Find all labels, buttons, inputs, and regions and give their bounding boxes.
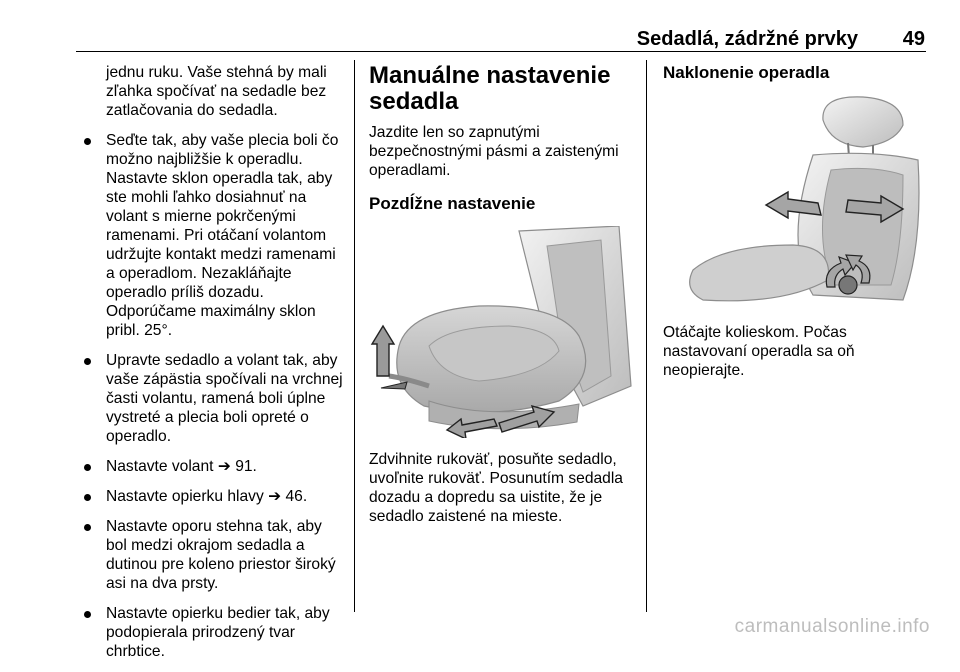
intro-text: Jazdite len so zapnutými bezpečnostnými pásmi a zaistenými operadlami.	[369, 124, 619, 179]
column-2	[369, 63, 635, 540]
list-item	[76, 517, 344, 593]
bullet-icon	[84, 524, 91, 531]
continued-text: jednu ruku. Vaše stehná by mali zľahka spočívať na sedadle bez zatlačovania do sedadla.	[106, 64, 327, 119]
watermark: carmanualsonline.info	[734, 616, 930, 637]
list-item	[76, 131, 344, 340]
figure-caption: Otáčajte kolieskom. Počas nastavovaní operadla sa oň neopierajte.	[663, 324, 855, 379]
list-item	[76, 604, 344, 661]
list-item-text: Nastavte opierku bedier tak, aby podopierala prirodzený tvar chrbtice.	[106, 605, 330, 660]
section-title: Sedadlá, zádržné prvky	[636, 28, 858, 50]
figure-caption: Zdvihnite rukoväť, posuňte sedadlo, uvoľnite rukoväť. Posunutím sedadla dozadu a dopredu sa uistite, že je sedadlo zaistené na mieste.	[369, 451, 623, 525]
bullet-icon	[84, 358, 91, 365]
column-divider-2	[646, 60, 647, 612]
page-header	[0, 0, 960, 50]
list-item-text: Upravte sedadlo a volant tak, aby vaše zápästia spočívali na vrchnej časti volantu, ramená boli úplne vystreté a plecia boli opreté o operadlo.	[106, 352, 343, 445]
list-item-text[interactable]: Nastavte volant ➔ 91.	[106, 458, 257, 475]
column-3	[663, 63, 929, 394]
backrest-recline-illustration	[663, 95, 929, 307]
bullet-icon	[84, 138, 91, 145]
subheading: Pozdĺžne nastavenie	[369, 194, 536, 213]
list-item-text[interactable]: Nastavte opierku hlavy ➔ 46.	[106, 488, 308, 505]
list-item-text: Nastavte oporu stehna tak, aby bol medzi okrajom sedadla a dutinou pre koleno priestor široký asi na dva prsty.	[106, 518, 336, 592]
list-item	[76, 351, 344, 446]
column-1	[76, 63, 344, 672]
seat-longitudinal-illustration	[369, 226, 633, 438]
page-number: 49	[902, 28, 925, 50]
header-rule	[76, 51, 926, 52]
section-heading: Manuálne nastavenie sedadla	[369, 62, 611, 115]
bullet-icon	[84, 494, 91, 501]
bullet-icon	[84, 464, 91, 471]
bullet-icon	[84, 611, 91, 618]
subheading: Naklonenie operadla	[663, 63, 830, 82]
bullet-list	[76, 131, 344, 661]
list-item	[76, 487, 344, 506]
column-divider-1	[354, 60, 355, 612]
list-item-text: Seďte tak, aby vaše plecia boli čo možno najbližšie k operadlu. Nastavte sklon operadla tak, aby ste mohli ľahko dosiahnuť na volant s mierne pokrčenými ramenami. Pri otáčaní volantom udržujte kontakt medzi ramenami a operadlom. Nezakláňajte operadlo príliš dozadu. Odporúčame maximálny sklon pribl. 25°.	[106, 132, 339, 339]
list-item	[76, 457, 344, 476]
